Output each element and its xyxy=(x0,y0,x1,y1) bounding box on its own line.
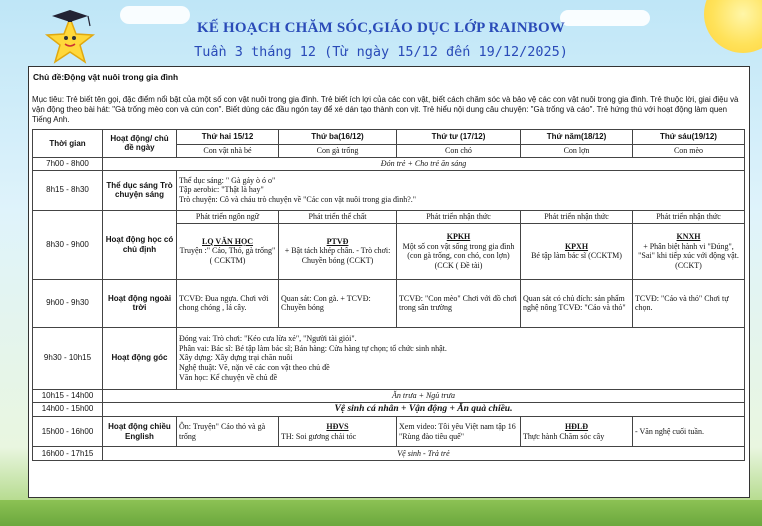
day-theme: Con lợn xyxy=(521,145,633,158)
day-theme: Con mèo xyxy=(633,145,745,158)
activity-cell: Hoạt động ngoài trời xyxy=(103,279,177,327)
afternoon-head: HĐLĐ xyxy=(564,421,589,431)
plan-sheet xyxy=(28,66,750,498)
col-day: Thứ ba(16/12) xyxy=(279,130,397,145)
afternoon-body: Thực hành Chăm sóc cây xyxy=(523,431,605,441)
table-row xyxy=(33,210,745,223)
lesson-head: LQ VĂN HỌC xyxy=(202,236,253,246)
afternoon-cell: Xem video: Tôi yêu Việt nam tập 16 "Rùng đào tiêu quế" xyxy=(397,417,521,447)
day-theme: Con gà trống xyxy=(279,145,397,158)
page-title: KẾ HOẠCH CHĂM SÓC,GIÁO DỤC LỚP RAINBOW xyxy=(196,20,566,36)
lesson-head: KPXH xyxy=(564,241,589,251)
col-day: Thứ hai 15/12 xyxy=(177,130,279,145)
afternoon-body: TH: Soi gương chải tóc xyxy=(281,431,357,441)
goal-text: Mục tiêu: Trẻ biết tên gọi, đặc điểm nổi bật của một số con vật nuôi trong gia đình. Trẻ biết ích lợi của các con vật, biết cách chăm sóc và bảo vệ các con vật nuôi trong gia đình. Trẻ thuộc lời, giai điệu và vận động theo bài hát: "Gà trống mèo con và cún con". Biết dùng các đầu ngón tay để xé dán tạo thành con vịt. Trẻ hiểu nội dung câu chuyện: "Gà trống và cáo". Trẻ hứng thú với hoạt động làm quen Tiếng Anh. xyxy=(32,95,739,124)
day-theme: Con vật nhà bé xyxy=(177,145,279,158)
routine-cell: Vệ sinh - Trả trẻ xyxy=(103,447,745,461)
outdoor-cell: TCVĐ: "Con mèo" Chơi với đồ chơi trong sân trường xyxy=(397,279,521,327)
afternoon-cell xyxy=(279,417,397,447)
corner-line: Nghệ thuật: Vẽ, nặn vẽ các con vật theo chủ đề xyxy=(179,363,330,373)
time-cell: 9h30 - 10h15 xyxy=(33,327,103,389)
lesson-cell xyxy=(397,223,521,279)
day-theme: Con chó xyxy=(397,145,521,158)
area-cell: Phát triển nhận thức xyxy=(633,210,745,223)
afternoon-cell xyxy=(521,417,633,447)
time-cell: 8h15 - 8h30 xyxy=(33,170,103,210)
col-day: Thứ sáu(19/12) xyxy=(633,130,745,145)
exercise-line: Thể dục sáng: " Gà gáy ò ó o" xyxy=(179,175,276,185)
page-subtitle: Tuần 3 tháng 12 (Từ ngày 15/12 đến 19/12/2025) xyxy=(194,44,568,60)
outdoor-cell: Quan sát có chủ đích: sản phẩm nghệ nông TCVĐ: "Cáo và thỏ" xyxy=(521,279,633,327)
topic-label: Chủ đề:Động vật nuôi trong gia đình xyxy=(33,72,179,82)
lesson-body: Truyện :" Cáo, Thỏ, gà trống" ( CCKTM) xyxy=(179,246,276,266)
activity-cell: Hoạt động chiều English xyxy=(103,417,177,447)
table-row xyxy=(33,170,745,210)
table-row xyxy=(33,417,745,447)
time-cell: 9h00 - 9h30 xyxy=(33,279,103,327)
corner-line: Xây dựng: Xây dựng trại chăn nuôi xyxy=(179,353,293,363)
afternoon-head: HĐVS xyxy=(326,421,349,431)
header-row xyxy=(33,130,745,145)
lesson-cell xyxy=(633,223,745,279)
col-time: Thời gian xyxy=(33,130,103,158)
afternoon-cell: Ôn: Truyện" Cáo thỏ và gà trống xyxy=(177,417,279,447)
table-row xyxy=(33,447,745,461)
lesson-body: + Phân biệt hành vi "Đúng", "Sai" khi tiếp xúc với động vật. (CCKT) xyxy=(638,241,739,270)
lesson-head: KPKH xyxy=(446,231,471,241)
lesson-head: KNXH xyxy=(676,231,701,241)
routine-cell: Vệ sinh cá nhân + Vận động + Ăn quà chiều. xyxy=(103,402,745,417)
lesson-cell xyxy=(521,223,633,279)
exercise-line: Trò chuyện: Cô và cháu trò chuyện về "Các con vật nuôi trong gia đình?." xyxy=(179,195,417,205)
grass-decoration xyxy=(0,500,762,526)
outdoor-cell: TCVĐ: Đua ngựa. Chơi với chong chóng , lá cây. xyxy=(177,279,279,327)
morning-exercise-cell xyxy=(177,170,745,210)
outdoor-cell: TCVĐ: "Cáo và thỏ" Chơi tự chọn. xyxy=(633,279,745,327)
lesson-body: Một số con vật sống trong gia đình (con gà trống, con chó, con lợn) (CCK ( Đề tài) xyxy=(402,241,515,270)
area-cell: Phát triển ngôn ngữ xyxy=(177,210,279,223)
time-cell: 14h00 - 15h00 xyxy=(33,402,103,417)
time-cell: 8h30 - 9h00 xyxy=(33,210,103,279)
corner-line: Phân vai: Bác sĩ: Bé tập làm bác sĩ; Bán hàng: Cửa hàng tự chọn; tổ chức sinh nhật. xyxy=(179,343,447,353)
col-day: Thứ tư (17/12) xyxy=(397,130,521,145)
table-row xyxy=(33,402,745,417)
time-cell: 16h00 - 17h15 xyxy=(33,447,103,461)
afternoon-cell: - Văn nghệ cuối tuần. xyxy=(633,417,745,447)
time-cell: 7h00 - 8h00 xyxy=(33,157,103,170)
lesson-body: + Bật tách khép chân. - Trò chơi: Chuyền bóng (CCKT) xyxy=(284,246,391,266)
table-row xyxy=(33,157,745,170)
col-activity: Hoạt động/ chủ đề ngày xyxy=(103,130,177,158)
area-cell: Phát triển thể chất xyxy=(279,210,397,223)
lesson-head: PTVĐ xyxy=(326,236,349,246)
corner-activities-cell xyxy=(177,327,745,389)
activity-cell: Thể dục sáng Trò chuyện sáng xyxy=(103,170,177,210)
corner-line: Văn học: Kể chuyện về chủ đề xyxy=(179,372,278,382)
lesson-cell xyxy=(177,223,279,279)
lesson-body: Bé tập làm bác sĩ (CCKTM) xyxy=(531,251,622,261)
corner-line: Đóng vai: Trò chơi: "Kéo cưa lừa xẻ", "Người tài giỏi". xyxy=(179,333,357,343)
table-row xyxy=(33,389,745,402)
area-cell: Phát triển nhận thức xyxy=(521,210,633,223)
exercise-line: Tập aerobic: "Thật là hay" xyxy=(179,185,264,195)
area-cell: Phát triển nhận thức xyxy=(397,210,521,223)
time-cell: 15h00 - 16h00 xyxy=(33,417,103,447)
schedule-table xyxy=(32,129,745,461)
routine-cell: Ăn trưa + Ngủ trưa xyxy=(103,389,745,402)
table-row xyxy=(33,327,745,389)
table-row xyxy=(33,279,745,327)
lesson-cell xyxy=(279,223,397,279)
time-cell: 10h15 - 14h00 xyxy=(33,389,103,402)
col-day: Thứ năm(18/12) xyxy=(521,130,633,145)
routine-cell: Đón trẻ + Cho trẻ ăn sáng xyxy=(103,157,745,170)
outdoor-cell: Quan sát: Con gà. + TCVĐ: Chuyền bóng xyxy=(279,279,397,327)
activity-cell: Hoạt động học có chủ định xyxy=(103,210,177,279)
activity-cell: Hoạt động góc xyxy=(103,327,177,389)
